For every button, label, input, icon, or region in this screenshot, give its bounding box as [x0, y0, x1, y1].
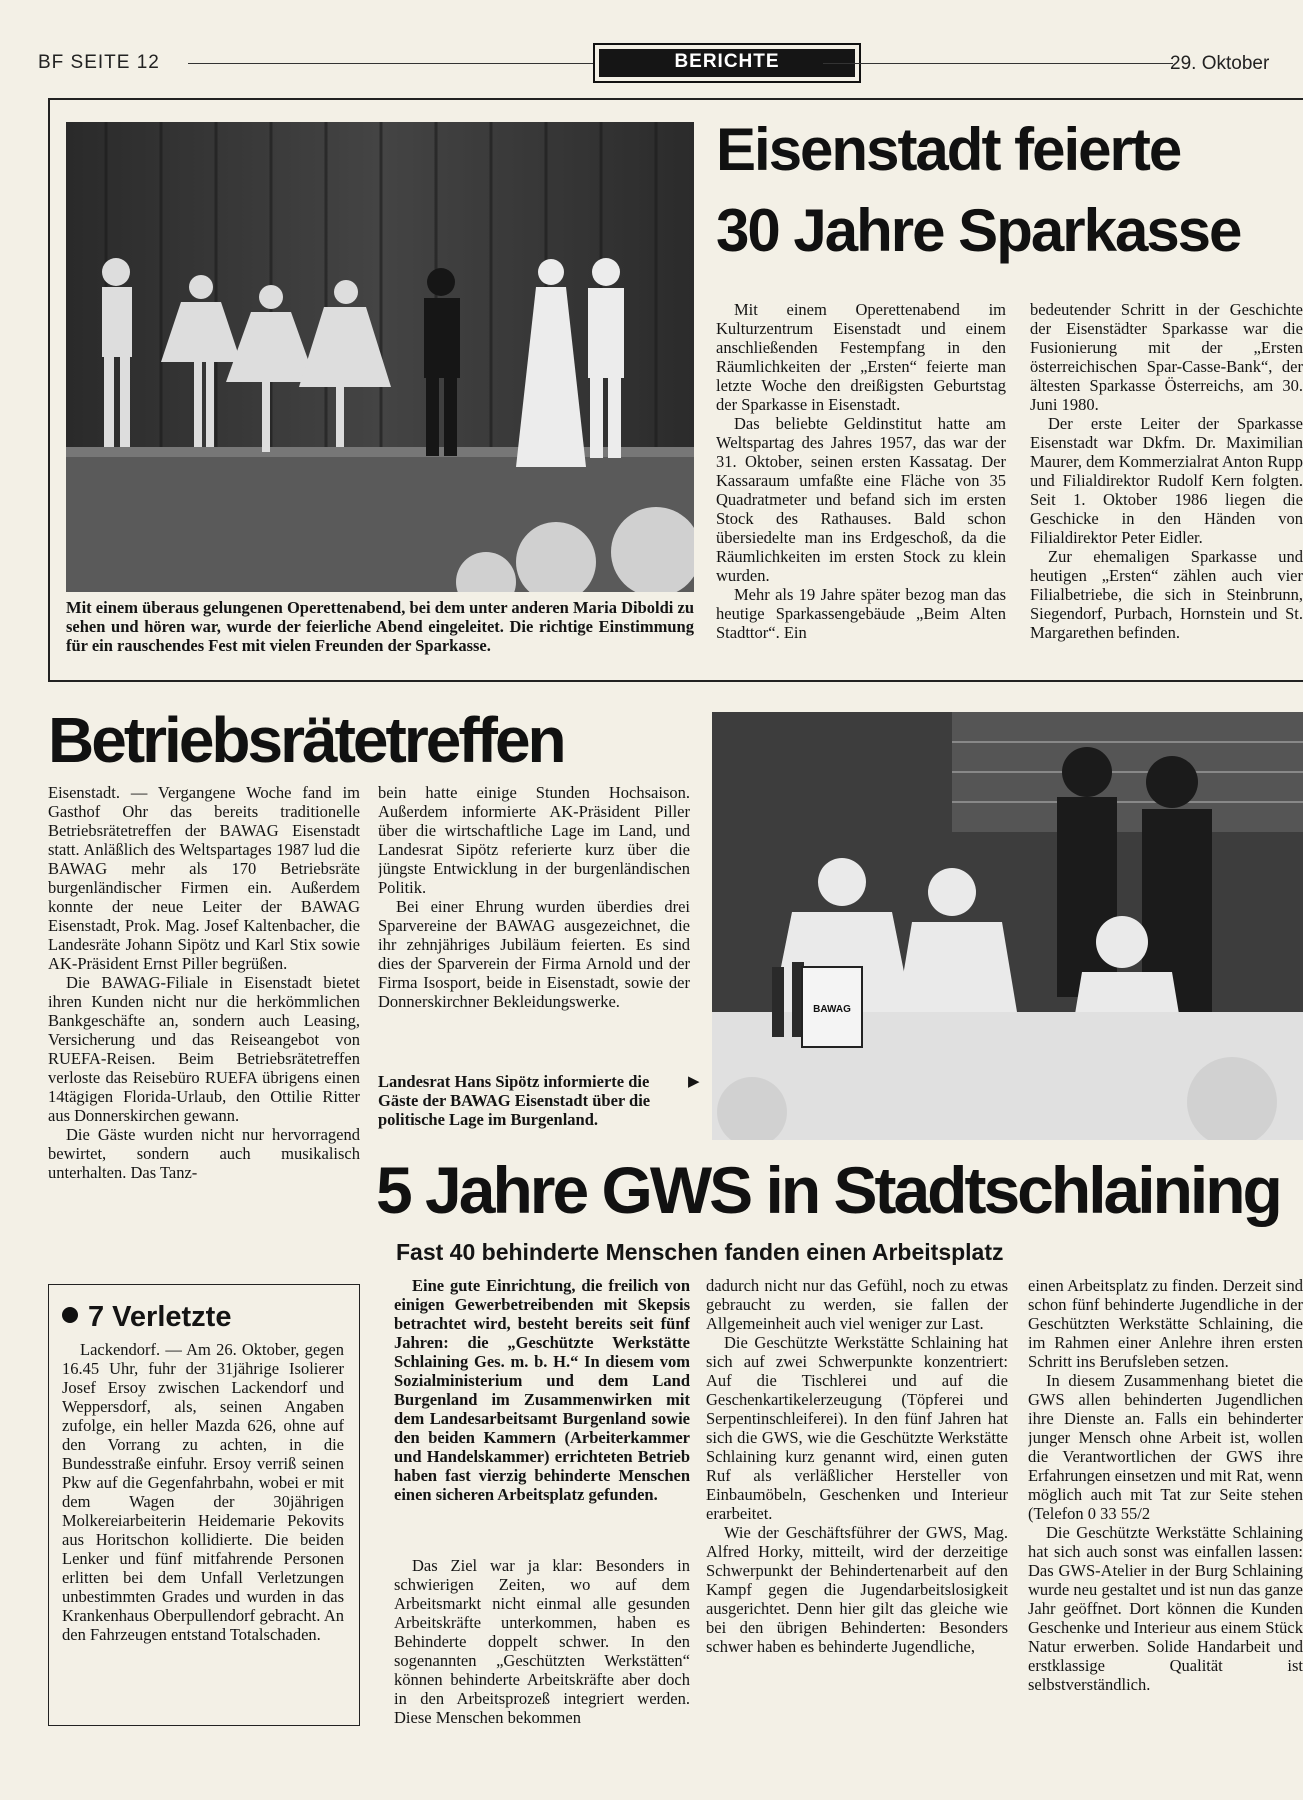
sparkasse-headline-line2: 30 Jahre Sparkasse — [716, 197, 1241, 264]
betriebsraete-text-col2 — [378, 783, 690, 1068]
gws-headline: 5 Jahre GWS in Stadtschlaining — [376, 1153, 1280, 1227]
operetta-caption: Mit einem überaus gelungenen Operettenabend, bei dem unter anderen Maria Diboldi zu sehen und hören war, wurde der feierliche Abend eingeleitet. Die richtige Einstimmung für ein rauschendes Fest mit vielen Freunden der Sparkasse. — [66, 598, 694, 655]
operetta-stage-image — [66, 122, 694, 592]
gws-text-col1 — [394, 1556, 690, 1790]
gws-col3-para2: In diesem Zusammenhang bietet die GWS allen behinderten Jugendlichen ihre Dienste an. Falls ein behinderter junger Mensch ohne Arbeit ist, wollen die Verantwortlichen der GWS ihre Erfahrungen einsetzen und mit Rat, wenn möglich auch mit Tat zur Seite stehen (Telefon 0 33 55/2 — [1028, 1371, 1303, 1523]
gws-col3-para1: einen Arbeitsplatz zu finden. Derzeit sind schon fünf behinderte Jugendliche in der Geschützten Werkstätte Schlaining, die im Rahmen einer Anlehre ihren ersten Schritt ins Berufsleben setzen. — [1028, 1276, 1303, 1371]
gws-text-col3 — [1028, 1276, 1303, 1790]
page-number: BF SEITE 12 — [38, 52, 160, 73]
section-label: BERICHTE — [674, 51, 780, 72]
bullet-icon — [62, 1307, 78, 1323]
gws-col1-para1: Das Ziel war ja klar: Besonders in schwierigen Zeiten, wo auf dem Arbeitsmarkt nicht einmal alle gesunden Arbeitskräfte unterkommen, haben es Behinderte doppelt schwer. In den sogenannten „Geschützten Werkstätten“ können behinderte Arbeitskräfte aber doch in den Arbeitsprozeß integriert werden. Diese Menschen bekommen — [394, 1556, 690, 1727]
sparkasse-text-col2 — [1030, 300, 1303, 670]
sparkasse-col2-para3: Zur ehemaligen Sparkasse und heutigen „Ersten“ zählen auch vier Filialbetriebe, die sich in Steinbrunn, Siegendorf, Purbach, Hornstein und St. Margarethen befinden. — [1030, 547, 1303, 642]
gws-col3-para3: Die Geschützte Werkstätte Schlaining hat sich auch sonst was einfallen lassen: Das GWS-Atelier in der Burg Schlaining wurde neu gestaltet und ist nun das ganze Jahr geöffnet. Dort können die Kunden Geschenke und Interieur aus einem Stück Natur erwerben. Solide Handarbeit und erstklassige Qualität ist selbstverständlich. — [1028, 1523, 1303, 1694]
gws-text-col2 — [706, 1276, 1008, 1790]
sparkasse-col1-para1: Mit einem Operettenabend im Kulturzentrum Eisenstadt und einem anschließenden Festempfang in den Räumlichkeiten der „Ersten“ feierte man letzte Woche den dreißigsten Geburtstag der Sparkasse in Eisenstadt. — [716, 300, 1006, 414]
verletzte-headline-row — [62, 1300, 231, 1334]
sparkasse-col2-para1: bedeutender Schritt in der Geschichte der Eisenstädter Sparkasse war die Fusionierung mit der „Ersten österreichischen Spar-Casse-Bank“, der ältesten Sparkasse Österreichs, am 30. Juni 1980. — [1030, 300, 1303, 414]
betriebsraete-col1-para3: Die Gäste wurden nicht nur hervorragend bewirtet, sondern auch musikalisch unterhalten. Das Tanz- — [48, 1125, 360, 1182]
sparkasse-headline-line1: Eisenstadt feierte — [716, 116, 1181, 183]
gws-col2-para1: dadurch nicht nur das Gefühl, noch zu etwas gebraucht zu werden, sie fallen der Allgemeinheit auch viel weniger zur Last. — [706, 1276, 1008, 1333]
sparkasse-col1-para3: Mehr als 19 Jahre später bezog man das heutige Sparkassengebäude „Beim Alten Stadttor“. Ein — [716, 585, 1006, 642]
caption-arrow-icon: ▶ — [688, 1074, 700, 1090]
operetta-photo — [66, 122, 694, 592]
verletzte-text: Lackendorf. — Am 26. Oktober, gegen 16.45 Uhr, fuhr der 31jährige Isolierer Josef Ersoy zwischen Lackendorf und Weppersdorf, als, seinen Angaben zufolge, ein heller Mazda 626, ohne auf den Vorrang zu achten, in die Bundesstraße einfuhr. Ersoy verriß seinen Pkw auf die Gegenfahrbahn, wobei er mit dem Wagen der 30jährigen Molkereiarbeiterin Heidemarie Pekovits aus Horitschon kollidierte. Die beiden Lenker und fünf mitfahrende Personen erlitten bei dem Unfall Verletzungen unbestimmten Grades und wurden in das Krankenhaus Oberpullendorf gebracht. An den Fahrzeugen entstand Totalschaden. — [62, 1340, 344, 1644]
bawag-sign: BAWAG — [813, 1004, 851, 1015]
header-rule-left — [188, 63, 628, 64]
reception-image — [712, 712, 1303, 1140]
betriebsraete-headline: Betriebsrätetreffen — [48, 704, 564, 776]
verletzte-headline: 7 Verletzte — [88, 1301, 232, 1333]
gws-col2-para3: Wie der Geschäftsführer der GWS, Mag. Alfred Horky, mitteilt, wird der derzeitige Schwerpunkt der Behindertenarbeit auf den Kampf gegen die Jugendarbeitslosigkeit ausgerichtet. Denn hier gilt das gleiche wie bei den übrigen Behinderten: Besonders schwer haben es behinderte Jugendliche, — [706, 1523, 1008, 1656]
gws-subheadline: Fast 40 behinderte Menschen fanden einen Arbeitsplatz — [396, 1239, 1004, 1265]
betriebsraete-text-col1 — [48, 783, 360, 1265]
header-rule-right — [823, 63, 1173, 64]
betriebsraete-col2-para1: bein hatte einige Stunden Hochsaison. Außerdem informierte AK-Präsident Piller über die wirtschaftliche Lage im Land, und Landesrat Sipötz referierte kurz über die jüngste Entwicklung in der burgenländischen Politik. — [378, 783, 690, 897]
betriebsraete-col2-para2: Bei einer Ehrung wurden überdies drei Sparvereine der BAWAG ausgezeichnet, die ihr zehnjähriges Jubiläum feierten. Es sind dies der Sparverein der Firma Arnold und der Firma Isosport, beide in Eisenstadt, sowie der Donnerskirchner Bekleidungswerke. — [378, 897, 690, 1011]
sparkasse-col1-para2: Das beliebte Geldinstitut hatte am Weltspartag des Jahres 1957, das war der 31. Oktober, seinen ersten Kassatag. Der Kassaraum umfaßte eine Fläche von 35 Quadratmeter und befand sich im ersten Stock des Rathauses. Bald schon übersiedelte man ins Erdgeschoß, da die Räumlichkeiten im ersten Stock zu klein wurden. — [716, 414, 1006, 585]
page-header — [38, 50, 1303, 80]
page-date: 29. Oktober — [1170, 53, 1270, 74]
betriebsraete-caption: Landesrat Hans Sipötz informierte die Gäste der BAWAG Eisenstadt über die politische Lage im Burgenland. — [378, 1072, 651, 1129]
gws-col2-para2: Die Geschützte Werkstätte Schlaining hat sich auf zwei Schwerpunkte konzentriert: Auf die Tischlerei und auf die Geschenkartikelerzeugung (Töpferei und Serpentinschleiferei). In den fünf Jahren hat sich die GWS, wie die Geschützte Werkstätte Schlaining kurz genannt wird, einen guten Ruf als verläßlicher Hersteller von Einbaumöbeln, Geschenken und Interieur erarbeitet. — [706, 1333, 1008, 1523]
sparkasse-text-col1 — [716, 300, 1006, 670]
section-label-box — [593, 43, 861, 83]
betriebsraete-col1-para1: Eisenstadt. — Vergangene Woche fand im Gasthof Ohr das bereits traditionelle Betriebsrätetreffen der BAWAG Eisenstadt statt. Anläßlich des Weltspartages 1987 lud die BAWAG mehr als 170 Betriebsräte burgenländischer Firmen ein. Außerdem konnte der neue Leiter der BAWAG Eisenstadt, Prok. Mag. Josef Kaltenbacher, die Landesräte Johann Sipötz und Karl Stix sowie AK-Präsident Ernst Piller begrüßen. — [48, 783, 360, 973]
gws-lead: Eine gute Einrichtung, die freilich von einigen Gewerbetreibenden mit Skepsis betrachtet wird, besteht bereits seit fünf Jahren: die „Geschützte Werkstätte Schlaining Ges. m. b. H.“ In diesem vom Sozialministerium und dem Land Burgenland im Zusammenwirken mit dem Landesarbeitsamt Burgenland sowie den beiden Kammern (Arbeiterkammer und Handelskammer) errichteten Betrieb haben fast vierzig behinderte Menschen einen sicheren Arbeitsplatz gefunden. — [394, 1276, 690, 1504]
sparkasse-col2-para2: Der erste Leiter der Sparkasse Eisenstadt war Dkfm. Dr. Maximilian Maurer, dem Kommerzialrat Anton Rupp und Filialdirektor Rudolf Kern folgten. Seit 1. Oktober 1986 liegen die Geschicke in den Händen von Filialdirektor Peter Eidler. — [1030, 414, 1303, 547]
reception-photo — [712, 712, 1303, 1140]
betriebsraete-col1-para2: Die BAWAG-Filiale in Eisenstadt bietet ihren Kunden nicht nur die herkömmlichen Bankgeschäfte an, sondern auch Leasing, Versicherung und das Reiseangebot von RUEFA-Reisen. Beim Betriebsrätetreffen verloste das Reisebüro RUEFA übrigens einen 14tägigen Florida-Urlaub, den Ottilie Ritter aus Donnerskirchen gewann. — [48, 973, 360, 1125]
